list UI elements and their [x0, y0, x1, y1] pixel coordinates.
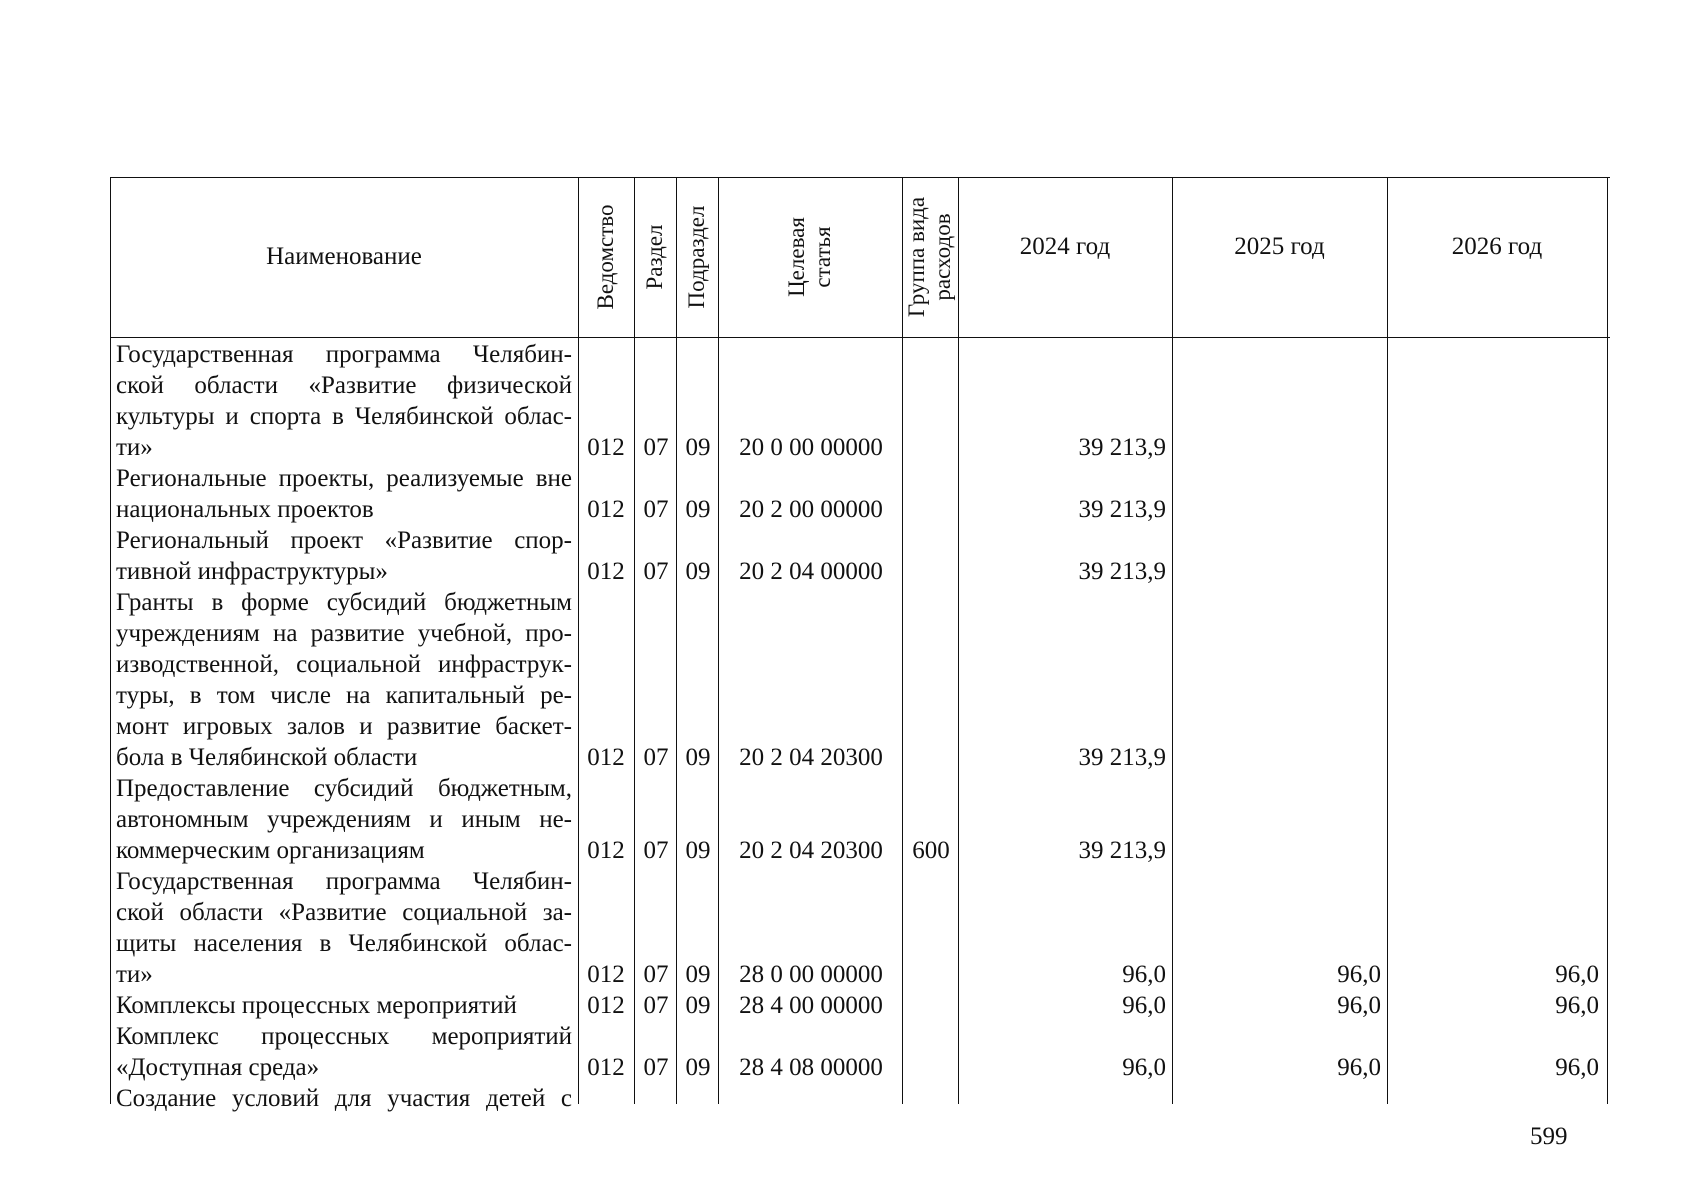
row-name-line: туры, в том числе на капитальный ре-	[116, 682, 572, 709]
row-name	[116, 525, 572, 587]
header-bottom-border	[110, 337, 1610, 338]
col-border	[676, 177, 677, 1104]
header-target-line2: статья	[810, 226, 835, 288]
cell-y2026: 96,0	[1555, 961, 1599, 988]
cell-y2024: 96,0	[1122, 992, 1166, 1019]
cell-dept: 012	[587, 961, 625, 988]
cell-subsection: 09	[685, 1054, 711, 1081]
cell-target: 20 2 00 00000	[739, 496, 883, 523]
cell-section: 07	[643, 558, 669, 585]
row-name-line: ской области «Развитие физической	[116, 372, 572, 399]
cell-subsection: 09	[685, 558, 711, 585]
cell-subsection: 09	[685, 434, 711, 461]
row-name-line: ти»	[116, 961, 153, 988]
header-target-line1: Целевая	[784, 217, 809, 297]
cell-y2024: 96,0	[1122, 1054, 1166, 1081]
row-name-line: учреждениям на развитие учебной, про-	[116, 620, 572, 647]
row-name-line: Государственная программа Челябин-	[116, 868, 572, 895]
row-name-line: ской области «Развитие социальной за-	[116, 899, 572, 926]
cell-target: 20 0 00 00000	[739, 434, 883, 461]
cell-subsection: 09	[685, 961, 711, 988]
row-name	[116, 990, 572, 1021]
row-name-line: Предоставление субсидий бюджетным,	[116, 775, 572, 802]
header-name: Наименование	[266, 243, 422, 270]
cell-y2024: 39 213,9	[1078, 837, 1166, 864]
col-border	[902, 177, 903, 1104]
row-name-line: Государственная программа Челябин-	[116, 341, 572, 368]
row-name-line: Региональный проект «Развитие спор-	[116, 527, 572, 554]
cell-subsection: 09	[685, 496, 711, 523]
row-name	[116, 1021, 572, 1083]
cell-dept: 012	[587, 744, 625, 771]
row-name	[116, 339, 572, 463]
cell-group: 600	[912, 837, 950, 864]
cell-dept: 012	[587, 496, 625, 523]
row-name-line: «Доступная среда»	[116, 1054, 320, 1081]
header-2026: 2026 год	[1451, 233, 1543, 260]
row-name-line: Региональные проекты, реализуемые вне	[116, 465, 572, 492]
col-border	[718, 177, 719, 1104]
cell-section: 07	[643, 434, 669, 461]
row-name-line: Комплекс процессных мероприятий	[116, 1023, 572, 1050]
cell-y2026: 96,0	[1555, 1054, 1599, 1081]
row-name-line: автономным учреждениям и иным не-	[116, 806, 572, 833]
cell-y2024: 39 213,9	[1078, 496, 1166, 523]
cell-section: 07	[643, 961, 669, 988]
col-border	[634, 177, 635, 1104]
cell-subsection: 09	[685, 744, 711, 771]
cell-y2024: 39 213,9	[1078, 434, 1166, 461]
row-name	[116, 463, 572, 525]
row-name-line: ти»	[116, 434, 153, 461]
row-name-line: культуры и спорта в Челябинской облас-	[116, 403, 572, 430]
header-dept: Ведомство	[593, 204, 618, 310]
row-name	[116, 587, 572, 773]
cell-dept: 012	[587, 558, 625, 585]
row-name-line: щиты населения в Челябинской облас-	[116, 930, 572, 957]
row-name-line: бола в Челябинской области	[116, 744, 418, 771]
col-border	[1607, 177, 1608, 1104]
cell-section: 07	[643, 744, 669, 771]
header-target	[784, 217, 836, 297]
cell-section: 07	[643, 992, 669, 1019]
cell-dept: 012	[587, 1054, 625, 1081]
cell-y2024: 96,0	[1122, 961, 1166, 988]
cell-dept: 012	[587, 434, 625, 461]
row-name-line: тивной инфраструктуры»	[116, 558, 388, 585]
cell-subsection: 09	[685, 837, 711, 864]
row-name-line: национальных проектов	[116, 496, 374, 523]
cell-dept: 012	[587, 837, 625, 864]
cell-target: 28 0 00 00000	[739, 961, 883, 988]
cell-target: 20 2 04 00000	[739, 558, 883, 585]
cell-target: 28 4 08 00000	[739, 1054, 883, 1081]
header-group-line1: Группа вида	[904, 196, 929, 318]
cell-y2025: 96,0	[1337, 1054, 1381, 1081]
header-group	[904, 197, 956, 317]
cell-section: 07	[643, 837, 669, 864]
header-2025: 2025 год	[1234, 233, 1325, 260]
page-number: 599	[1530, 1123, 1568, 1150]
cell-section: 07	[643, 1054, 669, 1081]
cell-section: 07	[643, 496, 669, 523]
row-name-line: Создание условий для участия детей с	[116, 1085, 572, 1112]
header-2024: 2024 год	[1019, 233, 1111, 260]
row-name-line: изводственной, социальной инфраструк-	[116, 651, 572, 678]
header-section: Раздел	[642, 224, 667, 290]
cell-y2024: 39 213,9	[1078, 744, 1166, 771]
row-name-line: Гранты в форме субсидий бюджетным	[116, 589, 572, 616]
cell-target: 28 4 00 00000	[739, 992, 883, 1019]
header-subsection: Подраздел	[684, 205, 709, 309]
cell-subsection: 09	[685, 992, 711, 1019]
row-name	[116, 866, 572, 990]
cell-y2024: 39 213,9	[1078, 558, 1166, 585]
row-name	[116, 1083, 572, 1114]
cell-dept: 012	[587, 992, 625, 1019]
cell-target: 20 2 04 20300	[739, 837, 883, 864]
header-group-line2: расходов	[930, 213, 955, 301]
cell-y2025: 96,0	[1337, 961, 1381, 988]
cell-y2025: 96,0	[1337, 992, 1381, 1019]
row-name-line: коммерческим организациям	[116, 837, 425, 864]
row-name	[116, 773, 572, 866]
budget-table	[110, 177, 1610, 1112]
cell-target: 20 2 04 20300	[739, 744, 883, 771]
row-name-line: монт игровых залов и развитие баскет-	[116, 713, 572, 740]
cell-y2026: 96,0	[1555, 992, 1599, 1019]
row-name-line: Комплексы процессных мероприятий	[116, 992, 517, 1019]
col-border	[578, 177, 579, 1104]
